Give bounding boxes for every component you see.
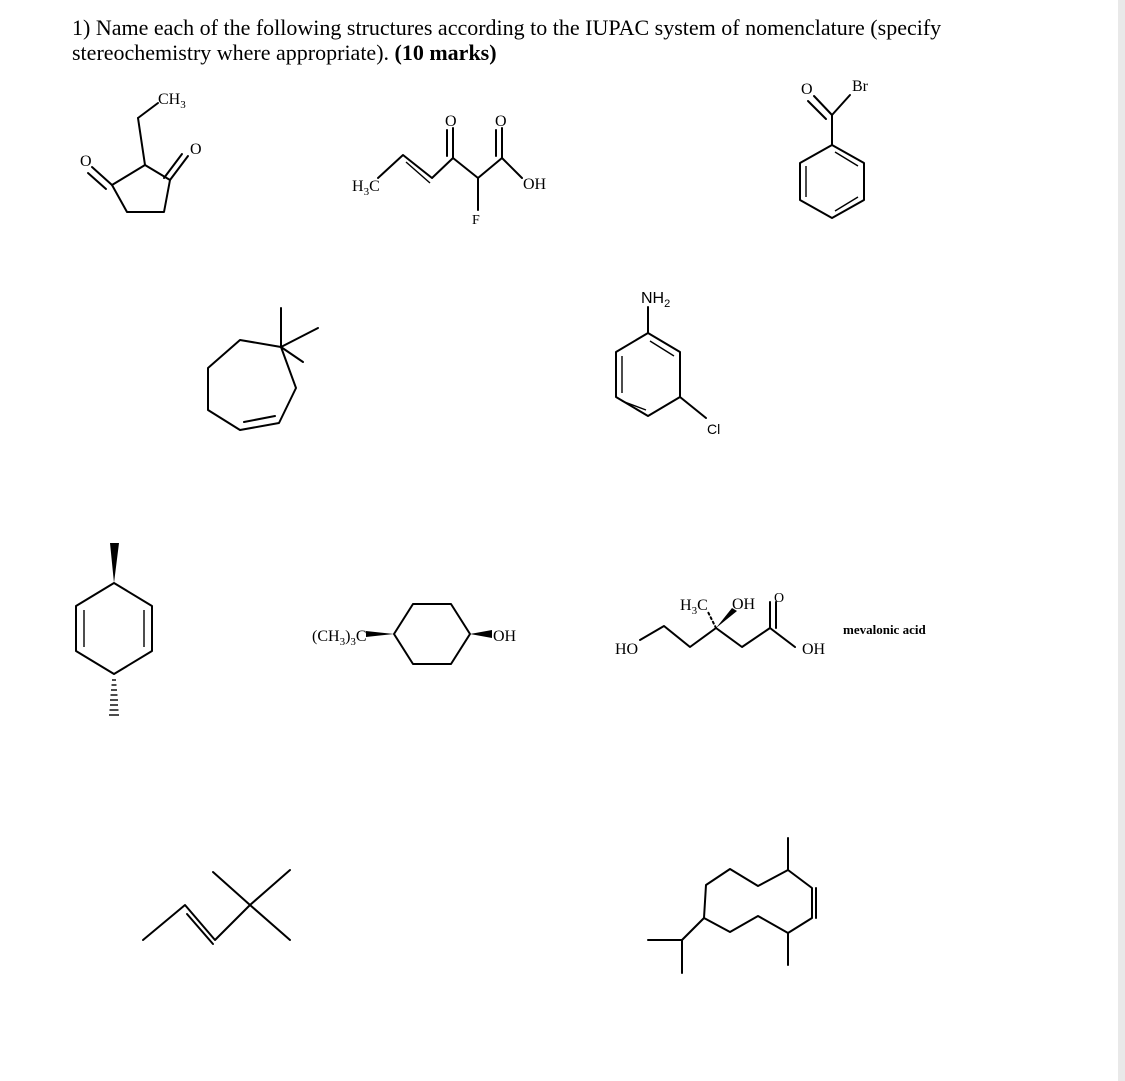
structure-9-alkene-chain (143, 870, 290, 944)
s6-dash-bond (109, 680, 119, 715)
structure-1-cyclopentanedione (80, 91, 202, 212)
s8-ho-label: HO (615, 641, 639, 658)
s2-fluorine-label: F (472, 213, 480, 228)
s2-h3c-label: $H_3C$ (352, 178, 380, 198)
structure-6-cyclohexadiene (76, 543, 152, 715)
s8-oxygen-label: O (774, 591, 785, 606)
s7-wedge-left (366, 631, 394, 637)
s3-oxygen: O (801, 81, 813, 98)
s8-h3c-label: $H_3C$ (680, 597, 708, 617)
s8-oh-bottom-label: OH (802, 641, 826, 658)
s1-oxygen-right: O (190, 141, 202, 158)
s6-wedge-bond (110, 543, 119, 583)
s8-oh-top-label: OH (732, 596, 756, 613)
s2-oh-label: OH (523, 176, 547, 193)
s3-bromine-label: Br (852, 78, 868, 95)
structure-3-bromo-benzene (800, 78, 869, 218)
s5-chlorine-label: Cl (707, 421, 721, 437)
structure-5-chloroaniline (616, 290, 720, 437)
s8-name-label: mevalonic acid (843, 622, 926, 637)
structure-7-tert-butylcyclohexanol (312, 604, 517, 664)
s5-nh2-label: $NH_2$ (641, 290, 671, 310)
s1-oxygen-left: O (80, 153, 92, 170)
s7-tbutyl-label: $(CH_3)_3C$ (312, 628, 367, 648)
structure-2-fluoro-oxo-acid (352, 113, 547, 228)
s2-oxygen-1: O (445, 113, 457, 130)
s1-ch3-label: $CH_3$ (158, 91, 186, 111)
structure-8-mevalonic-acid (615, 591, 926, 658)
s7-wedge-right (470, 630, 492, 638)
structure-4-cycloheptene (208, 308, 318, 430)
s7-oh-label: OH (493, 628, 517, 645)
page-edge (1118, 0, 1125, 1081)
question-prompt: 1) Name each of the following structures according to the IUPAC system of nomenclature (specify stereochemistry where appropriate). (72, 15, 942, 65)
question-marks: (10 marks) (394, 40, 497, 65)
s2-oxygen-2: O (495, 113, 507, 130)
structure-10-macrocycle (648, 838, 816, 973)
